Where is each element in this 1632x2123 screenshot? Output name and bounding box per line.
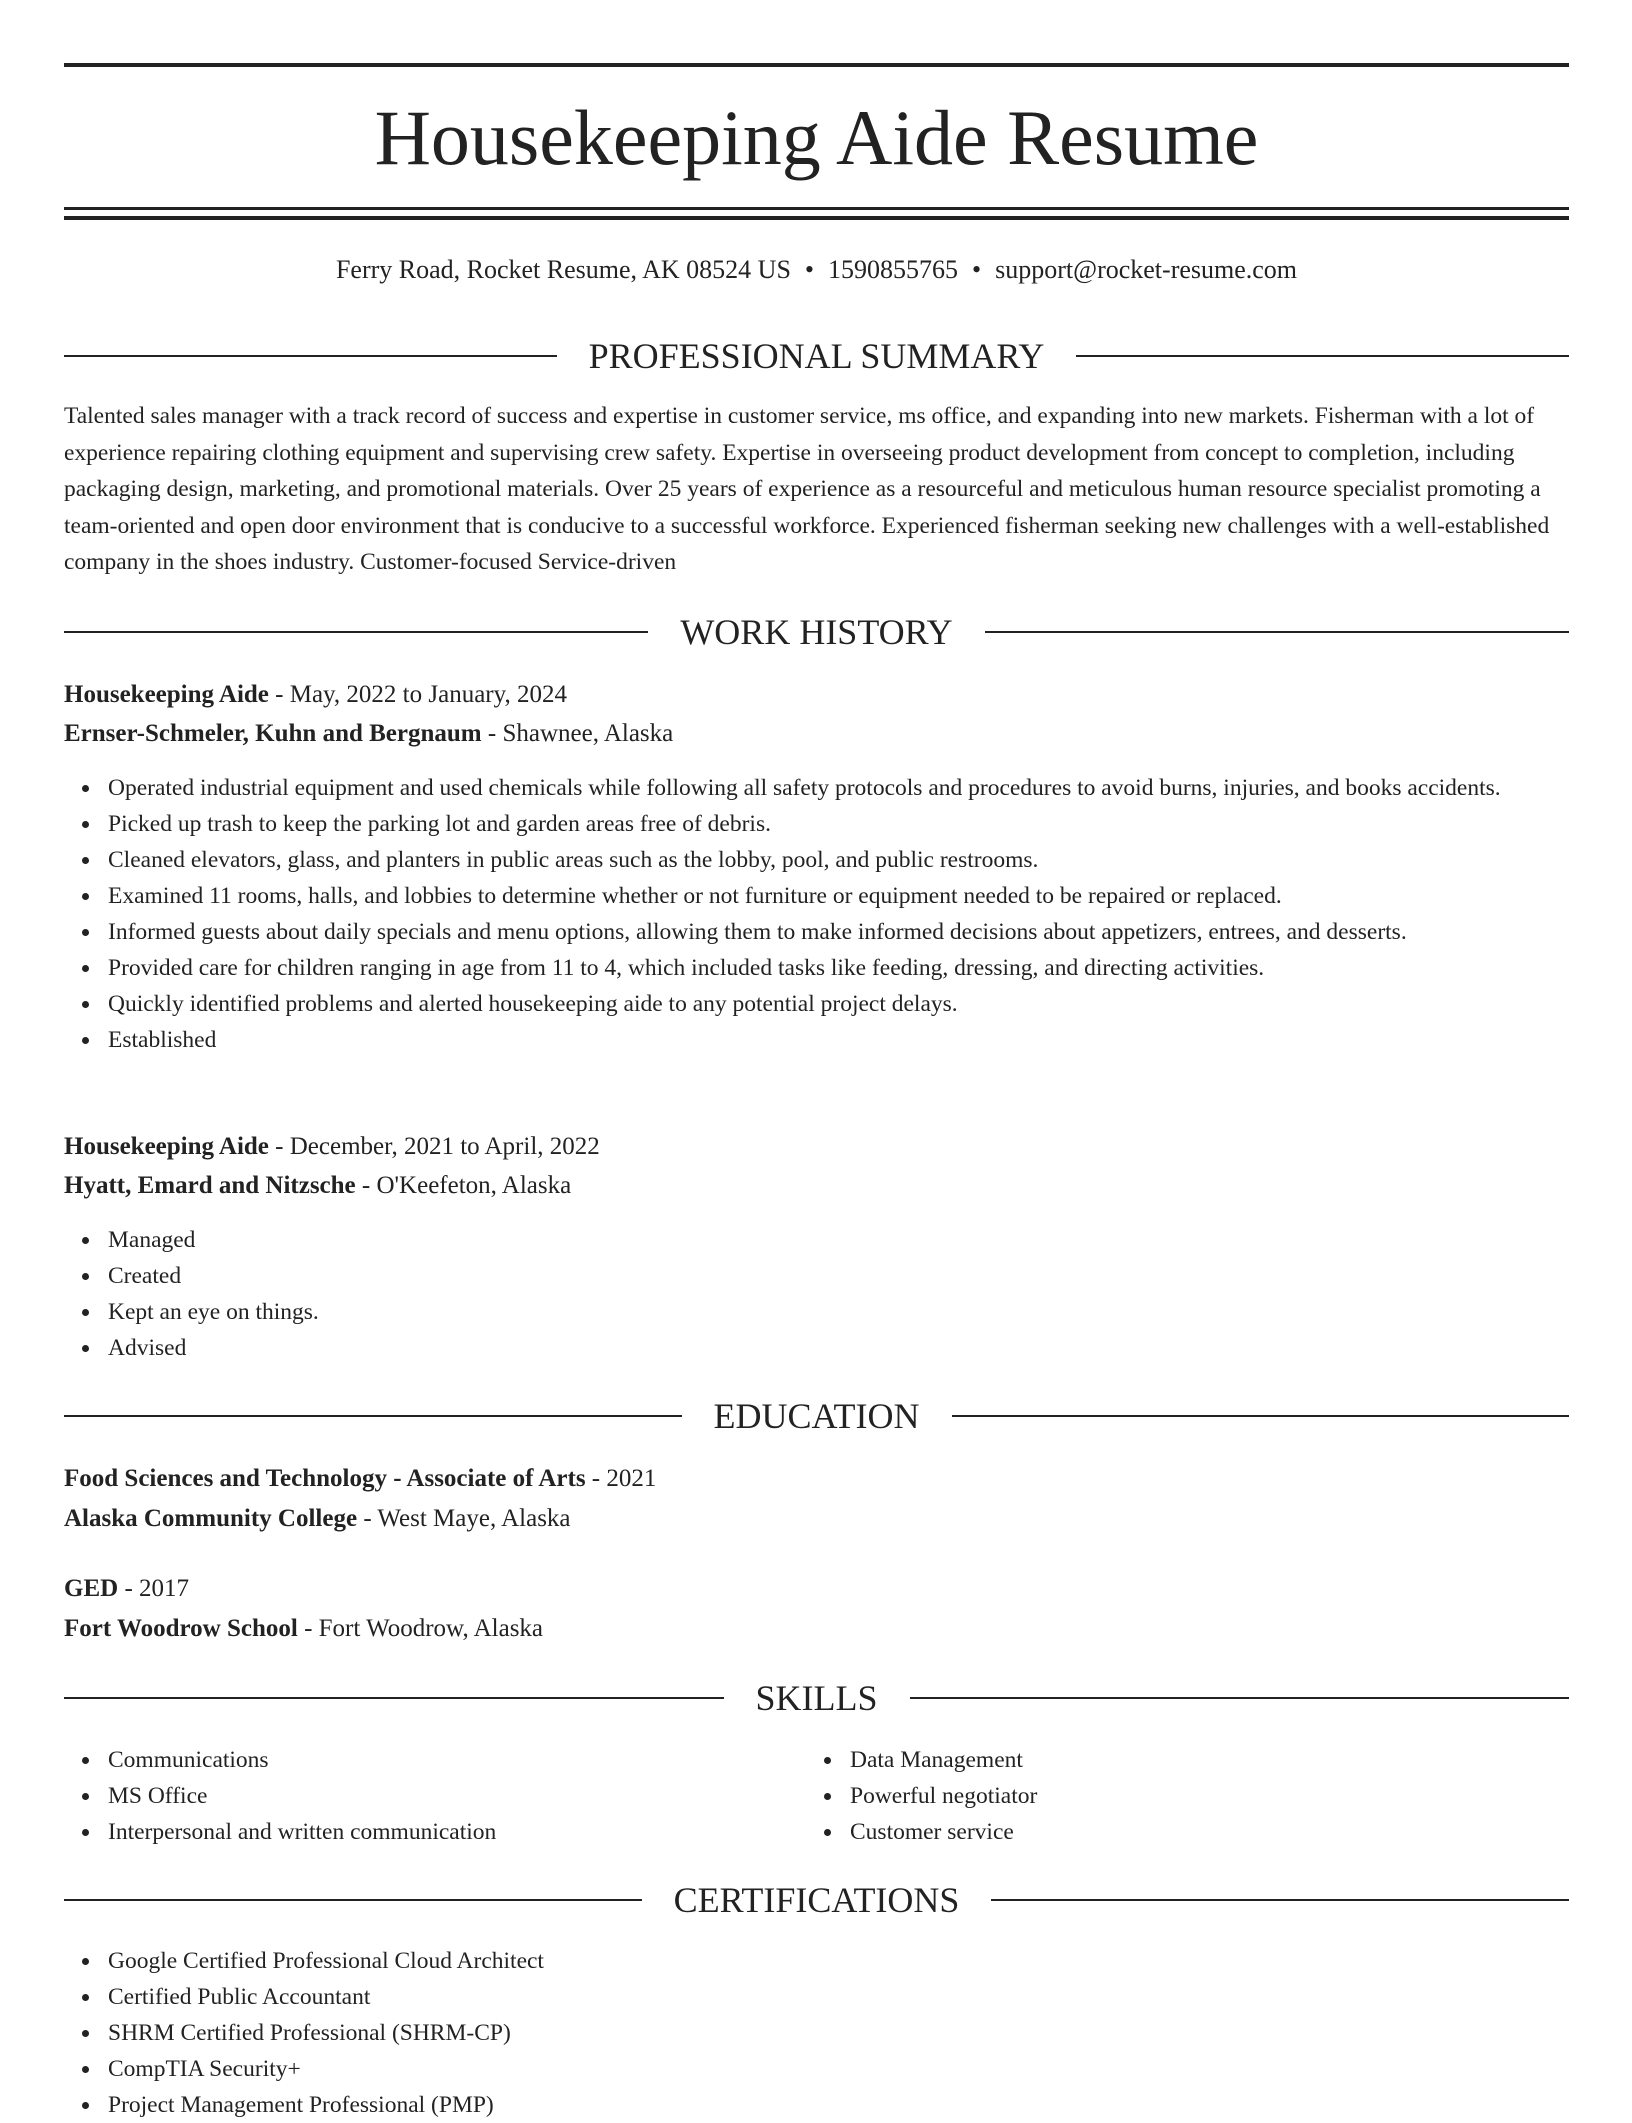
contact-address: Ferry Road, Rocket Resume, AK 08524 US <box>335 255 791 284</box>
contact-phone: 1590855765 <box>828 255 959 284</box>
contact-email: support@rocket-resume.com <box>995 255 1298 284</box>
work-history-heading <box>64 610 1569 654</box>
section-title: CERTIFICATIONS <box>673 1880 960 1920</box>
job-title: Housekeeping Aide <box>64 1133 269 1160</box>
skill-item: MS Office <box>64 1778 784 1814</box>
list-item: Examined 11 rooms, halls, and lobbies to determine whether or not furniture or equipment needed to be repaired or replaced. <box>64 878 1504 914</box>
degree-line <box>64 1460 1569 1498</box>
list-item: Picked up trash to keep the parking lot and garden areas free of debris. <box>64 806 1504 842</box>
certifications-heading <box>64 1878 1569 1922</box>
bullet-separator: • <box>804 255 815 284</box>
header-bottom-rule-double <box>64 216 1569 220</box>
certification-item: SHRM Certified Professional (SHRM-CP) <box>64 2015 1504 2051</box>
divider <box>1076 355 1569 357</box>
summary-text: Talented sales manager with a track record of success and expertise in customer service, ms office, and expanding into new markets. Fisherman with a lot of experience repairing clothing equipment and supervising crew safety. Expertise in overseeing product development from concept to completion, including packaging design, marketing, and promotional materials. Over 25 years of experience as a resourceful and meticulous human resource specialist promoting a team-oriented and open door environment that is conducive to a successful workforce. Experienced fisherman seeking new challenges with a well-established company in the shoes industry. Customer-focused Service-driven <box>64 403 1550 576</box>
certification-item: CompTIA Security+ <box>64 2051 1504 2087</box>
section-title: WORK HISTORY <box>680 612 953 652</box>
list-item: Provided care for children ranging in age from 11 to 4, which included tasks like feeding, dressing, and directing activities. <box>64 950 1504 986</box>
job-title-line <box>64 676 1569 714</box>
skill-item: Communications <box>64 1742 784 1778</box>
list-item: Created <box>64 1258 1504 1294</box>
job-title-line <box>64 1128 1569 1166</box>
section-title: EDUCATION <box>713 1396 920 1436</box>
skills-heading <box>64 1676 1569 1720</box>
divider <box>64 355 557 357</box>
resume-title: Housekeeping Aide Resume <box>374 94 1259 181</box>
skills-list-right <box>806 1742 1526 1850</box>
divider <box>64 631 648 633</box>
list-item: Kept an eye on things. <box>64 1294 1504 1330</box>
header-top-rule <box>64 63 1569 67</box>
degree-year: - 2021 <box>585 1465 657 1492</box>
list-item: Established <box>64 1022 1504 1058</box>
job-company: Ernser-Schmeler, Kuhn and Bergnaum <box>64 720 482 747</box>
school-line <box>64 1500 1569 1538</box>
resume-page <box>64 0 1569 2118</box>
list-item: Advised <box>64 1330 1504 1366</box>
skill-item: Customer service <box>806 1814 1526 1850</box>
section-title: SKILLS <box>755 1678 878 1718</box>
divider <box>64 1415 682 1417</box>
summary-heading <box>64 334 1569 378</box>
list-item: Managed <box>64 1222 1504 1258</box>
job-company-line <box>64 715 1569 753</box>
skill-item: Data Management <box>806 1742 1526 1778</box>
certifications-list <box>64 1943 1504 2123</box>
job-company: Hyatt, Emard and Nitzsche <box>64 1172 356 1199</box>
list-item: Cleaned elevators, glass, and planters in public areas such as the lobby, pool, and public restrooms. <box>64 842 1504 878</box>
divider <box>64 1697 724 1699</box>
job-dates: - May, 2022 to January, 2024 <box>268 681 568 708</box>
job-dates: - December, 2021 to April, 2022 <box>268 1133 600 1160</box>
education-heading <box>64 1394 1569 1438</box>
job-location: - O'Keefeton, Alaska <box>355 1172 572 1199</box>
list-item: Informed guests about daily specials and menu options, allowing them to make informed decisions about appetizers, entrees, and desserts. <box>64 914 1504 950</box>
divider <box>985 631 1569 633</box>
job-1-duties <box>64 770 1504 1058</box>
degree: Food Sciences and Technology - Associate of Arts <box>64 1465 586 1492</box>
school: Fort Woodrow School <box>64 1615 298 1642</box>
skill-item: Powerful negotiator <box>806 1778 1526 1814</box>
job-title: Housekeeping Aide <box>64 681 269 708</box>
job-location: - Shawnee, Alaska <box>481 720 674 747</box>
school-location: - Fort Woodrow, Alaska <box>297 1615 544 1642</box>
skill-item: Interpersonal and written communication <box>64 1814 784 1850</box>
school-line <box>64 1610 1569 1648</box>
degree: GED <box>64 1575 119 1602</box>
contact-info <box>64 252 1569 288</box>
divider <box>64 1899 642 1901</box>
degree-year: - 2017 <box>118 1575 190 1602</box>
degree-line <box>64 1570 1569 1608</box>
school-location: - West Maye, Alaska <box>357 1505 571 1532</box>
divider <box>910 1697 1570 1699</box>
certification-item: Google Certified Professional Cloud Architect <box>64 1943 1504 1979</box>
list-item: Operated industrial equipment and used chemicals while following all safety protocols and procedures to avoid burns, injuries, and books accidents. <box>64 770 1504 806</box>
job-2-duties <box>64 1222 1504 1366</box>
job-company-line <box>64 1167 1569 1205</box>
certification-item: Certified Public Accountant <box>64 1979 1504 2015</box>
header-bottom-rule <box>64 207 1569 210</box>
bullet-separator: • <box>972 255 982 284</box>
divider <box>991 1899 1569 1901</box>
skills-list-left <box>64 1742 784 1850</box>
certification-item: Project Management Professional (PMP) <box>64 2087 1504 2123</box>
school: Alaska Community College <box>64 1505 358 1532</box>
list-item: Quickly identified problems and alerted housekeeping aide to any potential project delays. <box>64 986 1504 1022</box>
section-title: PROFESSIONAL SUMMARY <box>588 336 1045 376</box>
divider <box>952 1415 1570 1417</box>
